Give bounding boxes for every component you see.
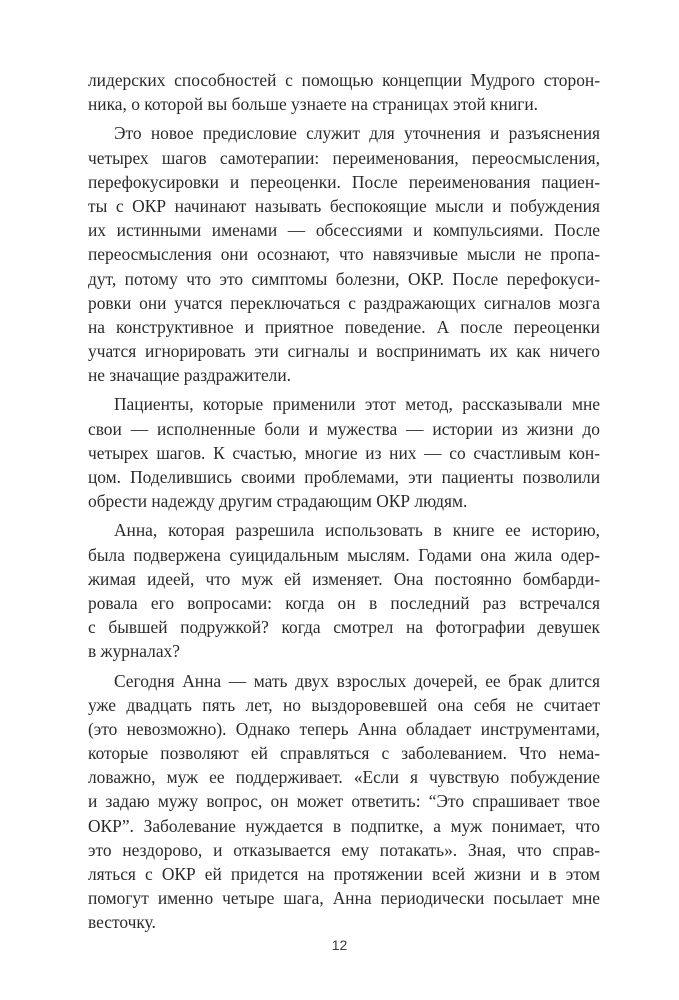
text-line: с бывшей подружкой? когда смотрел на фотографии девушек: [88, 617, 600, 638]
text-line: Сегодня Анна — мать двух взрослых дочерей, ее брак длится: [114, 670, 600, 691]
paragraph: [88, 68, 600, 116]
text-line: ловажно, муж ее поддерживает. «Если я чувствую побуждение: [88, 767, 600, 788]
text-line: цом. Поделившись своими проблемами, эти пациенты позволили: [88, 467, 600, 487]
text-line: ника, о которой вы больше узнаете на страницах этой книги.: [88, 94, 539, 115]
text-line: это нездорово, и отказывается ему потакать». Зная, что справ-: [88, 839, 600, 860]
paragraph: [88, 121, 600, 387]
paragraph: [88, 392, 600, 513]
page-number: 12: [331, 937, 348, 953]
text-line: ляться с ОКР ей придется на протяжении всей жизни и в этом: [88, 864, 600, 884]
text-line: свои — исполненные боли и мужества — истории из жизни до: [88, 418, 600, 439]
text-line: четырех шагов самотерапии: переименования, переосмысления,: [88, 147, 600, 168]
text-line: Пациенты, которые применили этот метод, рассказывали мне: [114, 394, 600, 415]
paragraph: [88, 518, 600, 663]
text-line: была подвержена суицидальным мыслям. Годами она жила одер-: [88, 544, 600, 565]
text-line: жимая идеей, что муж ей изменяет. Она постоянно бомбарди-: [88, 568, 600, 589]
text-line: на конструктивное и приятное поведение. А после переоценки: [88, 316, 600, 337]
text-line: весточку.: [88, 912, 156, 933]
text-line: перефокусировки и переоценки. После переименования пациен-: [88, 171, 600, 192]
text-line: Анна, которая разрешила использовать в книге ее историю,: [114, 520, 600, 541]
page-body: [88, 68, 600, 940]
text-line: обрести надежду другим страдающим ОКР людям.: [88, 491, 468, 512]
text-line: которые позволяют ей справляться с заболеванием. Что нема-: [88, 743, 600, 764]
text-line: Это новое предисловие служит для уточнения и разъяснения: [114, 123, 600, 144]
text-line: в журналах?: [88, 641, 180, 662]
text-line: четырех шагов. К счастью, многие из них — со счастливым кон-: [88, 442, 600, 463]
text-line: уже двадцать пять лет, но выздоровевшей она себя не считает: [88, 694, 600, 715]
text-line: ровки они учатся переключаться с раздражающих сигналов мозга: [88, 292, 600, 313]
text-line: ты с ОКР начинают называть беспокоящие мысли и побуждения: [88, 195, 600, 216]
text-line: и задаю мужу вопрос, он может ответить: “Это спрашивает твое: [88, 791, 600, 812]
text-line: дут, потому что это симптомы болезни, ОКР. После перефокуси-: [88, 268, 600, 289]
paragraph: [88, 669, 600, 935]
text-line: переосмысления они осознают, что навязчивые мысли не пропа-: [88, 244, 600, 265]
text-line: не значащие раздражители.: [88, 365, 292, 386]
text-line: ОКР”. Заболевание нуждается в подпитке, а муж понимает, что: [88, 815, 600, 836]
text-line: помогут именно четыре шага, Анна периодически посылает мне: [88, 888, 600, 909]
text-line: (это невозможно). Однако теперь Анна обладает инструментами,: [88, 718, 600, 739]
text-line: лидерских способностей с помощью концепции Мудрого сторон-: [88, 70, 600, 90]
text-line: их истинными именами — обсессиями и компульсиями. После: [88, 220, 600, 241]
text-line: учатся игнорировать эти сигналы и воспринимать их как ничего: [88, 341, 600, 362]
text-line: ровала его вопросами: когда он в последний раз встречался: [88, 592, 600, 613]
